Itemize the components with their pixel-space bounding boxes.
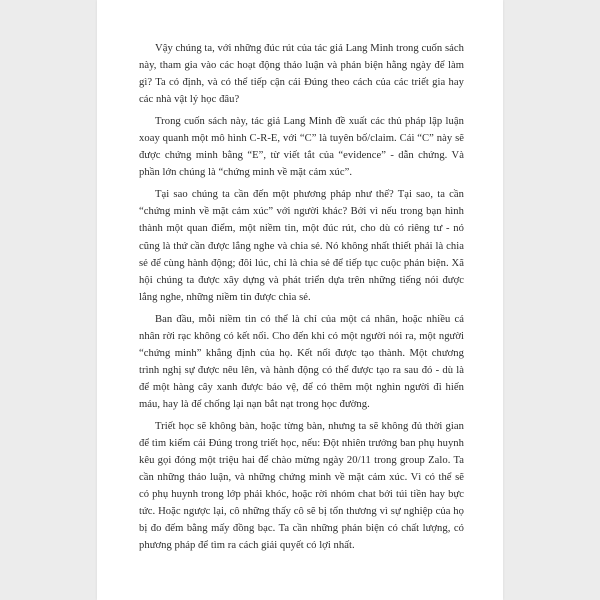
page-body (139, 40, 464, 559)
paragraph-3: Tại sao chúng ta cần đến một phương pháp như thế? Tại sao, ta cần “chứng minh về mặt cảm xúc” với người khác? Bởi vì nếu trong bạn hình thành một quan điểm, một niềm tin, một đúc rút, cho dù có riêng tư - nó cũng là thứ cần được lắng nghe và chia sẻ. Nó không nhất thiết phải là chia sẻ để cùng hành động; đôi lúc, chỉ là chia sẻ để tiếp tục cuộc phản biện. Xã hội chúng ta được xây dựng và phát triển dựa trên những tiếng nói được lắng nghe, những niềm tin được chia sẻ. (139, 189, 464, 303)
paragraph-1: Vậy chúng ta, với những đúc rút của tác giả Lang Minh trong cuốn sách này, tham gia vào các hoạt động thảo luận và phản biện hằng ngày để làm gì? Ta có định, và có thể tiếp cận cái Đúng theo cách của các triết gia hay các nhà vật lý học đâu? (139, 43, 464, 106)
paragraph-4: Ban đầu, mỗi niềm tin có thể là chỉ của một cá nhân, hoặc nhiều cá nhân rời rạc không có kết nối. Cho đến khi có một người nói ra, một người “chứng minh” khẳng định của họ. Kết nối được tạo thành. Một chương trình nghị sự được nêu lên, và hành động có thể được tạo ra sau đó - dù là để một hàng cây xanh được bảo vệ, để có thêm một nghìn người đi hiến máu, hay là để chống lại nạn bắt nạt trong học đường. (139, 313, 464, 410)
paragraph-2: Trong cuốn sách này, tác giả Lang Minh đề xuất các thủ pháp lập luận xoay quanh một mô hình C-R-E, với “C” là tuyên bố/claim. Cái “C” này sẽ được chứng minh bằng “E”, từ viết tắt của “evidence” - dẫn chứng. Và phần lớn chúng là “chứng minh về mặt cảm xúc”. (139, 116, 464, 179)
paragraph-5: Triết học sẽ không bàn, hoặc từng bàn, nhưng ta sẽ không đủ thời gian để tìm kiếm cái Đúng trong triết học, nếu: Đột nhiên trưởng ban phụ huynh kêu gọi đóng một triệu hai để chào mừng ngày 20/11 trong group Zalo. Ta cần những thảo luận, và những chứng minh về mặt cảm xúc. Vì có thể sẽ có phụ huynh trong lớp phải khóc, hoặc rời nhóm chat bởi túi tiền hay bực tức. Hoặc ngược lại, cô những thấy cô sẽ bị tổn thương vì sự nghiệp của họ bị đo đếm bằng mấy đồng bạc. Ta cần những phản biện có chất lượng, có phương pháp để tìm ra cách giải quyết có lợi nhất. (139, 420, 464, 552)
